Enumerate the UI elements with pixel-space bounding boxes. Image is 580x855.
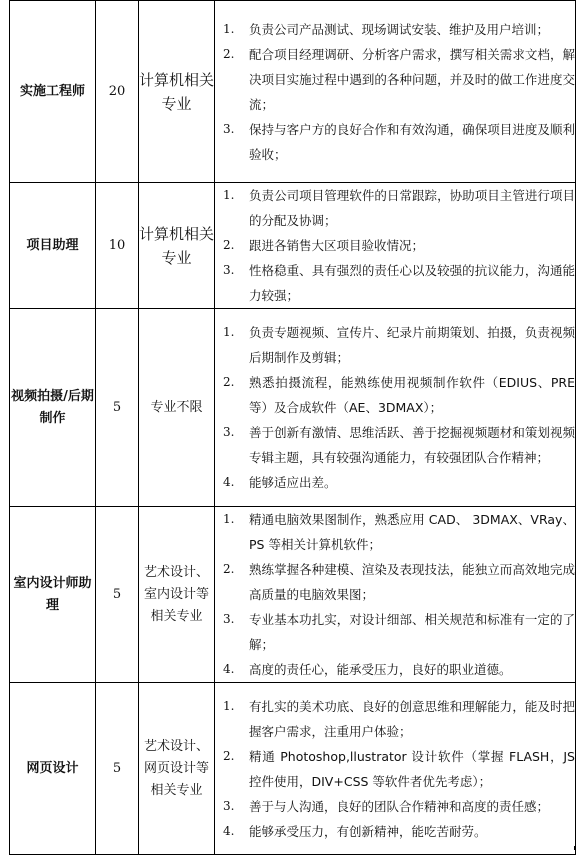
headcount: 5 (96, 507, 139, 683)
list-item: 3. 性格稳重、具有强烈的责任心以及较强的抗议能力，沟通能力较强； (223, 263, 575, 303)
list-item: 1. 有扎实的美术功底、良好的创意思维和理解能力，能及时把握客户需求，注重用户体验； (223, 698, 575, 739)
requirement-text: 能够适应出差。 (249, 475, 337, 490)
major: 艺术设计、室内设计等相关专业 (139, 507, 215, 683)
requirements-cell (215, 1, 576, 183)
requirement-text: 高度的责任心，能承受压力，良好的职业道德。 (249, 662, 512, 677)
table-row (10, 507, 576, 683)
requirements-cell (215, 507, 576, 683)
requirement-text: 跟进各销售大区项目验收情况； (249, 238, 425, 253)
job-title: 项目助理 (10, 183, 96, 309)
list-item: 4. 高度的责任心，能承受压力，良好的职业道德。 (223, 662, 512, 677)
requirement-text: 善于创新有激情、思维活跃、善于挖掘视频题材和策划视频专辑主题，具有较强沟通能力，有较强团队合作精神； (249, 425, 575, 465)
requirement-text: 精通电脑效果图制作，熟悉应用 CAD、 3DMAX、VRay、 PS 等相关计算机软件； (249, 512, 575, 552)
requirements-list (215, 320, 575, 495)
requirement-text: 熟练掌握各种建模、渲染及表现技法，能独立而高效地完成高质量的电脑效果图； (249, 562, 575, 602)
major: 计算机相关专业 (139, 183, 215, 309)
requirement-text: 配合项目经理调研、分析客户需求，撰写相关需求文档，解决项目实施过程中遇到的各种问题，并及时的做工作进度交流； (249, 46, 575, 112)
list-item: 2. 熟练掌握各种建模、渲染及表现技法，能独立而高效地完成高质量的电脑效果图； (223, 562, 575, 602)
list-item: 3. 善于创新有激情、思维活跃、善于挖掘视频题材和策划视频专辑主题，具有较强沟通能力，有较强团队合作精神； (223, 425, 575, 465)
major: 计算机相关专业 (139, 1, 215, 183)
requirement-text: 有扎实的美术功底、良好的创意思维和理解能力，能及时把握客户需求，注重用户体验； (249, 698, 575, 739)
requirements-list (215, 183, 575, 308)
requirements-list (215, 17, 575, 167)
job-title: 实施工程师 (10, 1, 96, 183)
requirement-text: 能够承受压力，有创新精神，能吃苦耐劳。 (249, 823, 487, 839)
requirement-text: 熟悉拍摄流程，能熟练使用视频制作软件（EDIUS、PRE 等）及合成软件（AE、3DMAX）； (249, 375, 575, 415)
list-item: 2. 精通 Photoshop,llustrator 设计软件（掌握 FLASH，JS 控件使用，DIV+CSS 等软件者优先考虑）； (223, 748, 575, 789)
requirement-text: 保持与客户方的良好合作和有效沟通，确保项目进度及顺利验收； (249, 121, 575, 162)
list-item: 1. 负责公司产品测试、现场调试安装、维护及用户培训； (223, 21, 550, 37)
requirements-list (215, 694, 575, 844)
requirement-text: 性格稳重、具有强烈的责任心以及较强的抗议能力，沟通能力较强； (249, 263, 575, 303)
list-item: 1. 负责专题视频、宣传片、纪录片前期策划、拍摄，负责视频后期制作及剪辑； (223, 325, 575, 365)
list-item: 3. 保持与客户方的良好合作和有效沟通，确保项目进度及顺利验收； (223, 121, 575, 162)
requirements-list (215, 507, 575, 682)
table-row (10, 309, 576, 507)
requirement-text: 负责专题视频、宣传片、纪录片前期策划、拍摄，负责视频后期制作及剪辑； (249, 325, 575, 365)
table-row (10, 1, 576, 183)
major: 艺术设计、网页设计等相关专业 (139, 683, 215, 855)
list-item: 2. 配合项目经理调研、分析客户需求，撰写相关需求文档，解决项目实施过程中遇到的各种问题，并及时的做工作进度交流； (223, 46, 575, 112)
requirement-text: 专业基本功扎实，对设计细部、相关规范和标准有一定的了解； (249, 612, 575, 652)
job-title: 网页设计 (10, 683, 96, 855)
list-item: 3. 专业基本功扎实，对设计细部、相关规范和标准有一定的了解； (223, 612, 575, 652)
list-item: 2. 跟进各销售大区项目验收情况； (223, 238, 425, 253)
requirements-cell (215, 683, 576, 855)
headcount: 10 (96, 183, 139, 309)
requirement-text: 负责公司项目管理软件的日常跟踪，协助项目主管进行项目的分配及协调； (249, 188, 575, 228)
requirements-cell (215, 183, 576, 309)
list-item: 1. 精通电脑效果图制作，熟悉应用 CAD、 3DMAX、VRay、 PS 等相关计算机软件； (223, 512, 575, 552)
list-item: 3. 善于与人沟通，良好的团队合作精神和高度的责任感； (223, 798, 550, 814)
table-row (10, 683, 576, 855)
headcount: 5 (96, 683, 139, 855)
next-row-border-stub (9, 846, 575, 850)
job-title: 室内设计师助理 (10, 507, 96, 683)
major: 专业不限 (139, 309, 215, 507)
requirement-text: 负责公司产品测试、现场调试安装、维护及用户培训； (249, 21, 550, 37)
list-item: 2. 熟悉拍摄流程，能熟练使用视频制作软件（EDIUS、PRE 等）及合成软件（AE、3DMAX）； (223, 375, 575, 415)
requirements-cell (215, 309, 576, 507)
requirement-text: 善于与人沟通，良好的团队合作精神和高度的责任感； (249, 798, 550, 814)
job-requirements-table (9, 0, 576, 855)
list-item: 1. 负责公司项目管理软件的日常跟踪，协助项目主管进行项目的分配及协调； (223, 188, 575, 228)
headcount: 5 (96, 309, 139, 507)
list-item: 4. 能够承受压力，有创新精神，能吃苦耐劳。 (223, 823, 487, 839)
headcount: 20 (96, 1, 139, 183)
job-title: 视频拍摄/后期制作 (10, 309, 96, 507)
requirement-text: 精通 Photoshop,llustrator 设计软件（掌握 FLASH，JS 控件使用，DIV+CSS 等软件者优先考虑）； (249, 748, 575, 789)
list-item: 4. 能够适应出差。 (223, 475, 337, 490)
table-row (10, 183, 576, 309)
